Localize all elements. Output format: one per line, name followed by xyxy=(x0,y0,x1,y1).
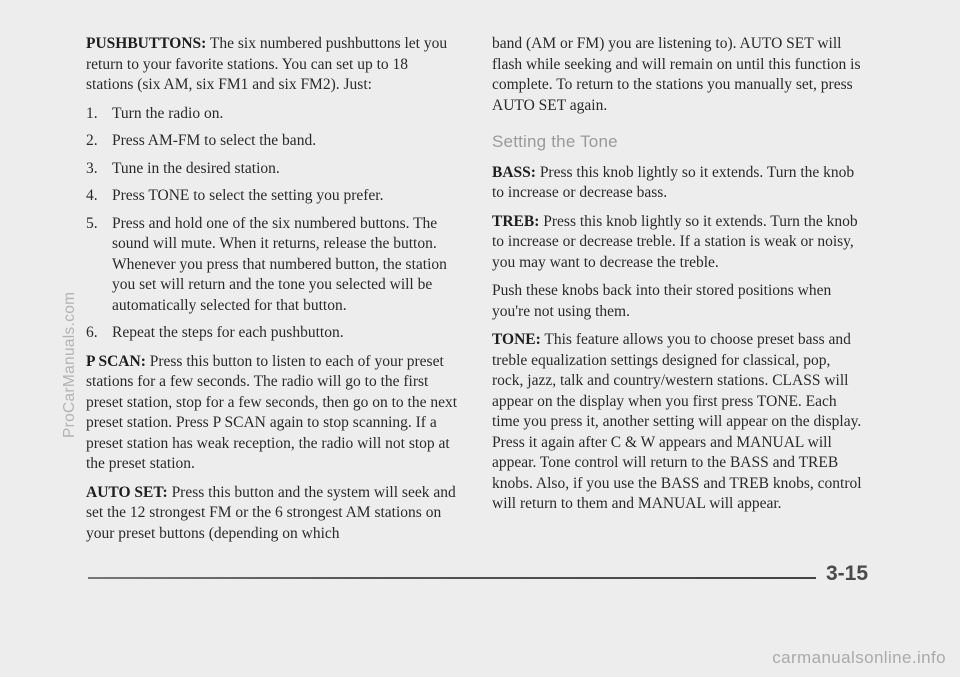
section-heading: Setting the Tone xyxy=(492,132,618,151)
right-column xyxy=(492,34,862,523)
step-number: 3. xyxy=(86,159,98,177)
tone-term: TONE: xyxy=(492,331,541,348)
pushbuttons-text: The six numbered pushbuttons let you return to your favorite stations. You can set up to 18 stations (six AM, six FM1 and six FM2). Just: xyxy=(86,35,448,93)
bass-paragraph xyxy=(492,163,862,204)
list-item xyxy=(86,159,458,180)
pscan-text: Press this button to listen to each of your preset stations for a few seconds. The radio will go to the first preset station, stop for a few seconds, then go on to the next preset station. Press P SCAN again to stop scanning. If a preset station has weak reception, the radio will not stop at the preset station. xyxy=(86,352,458,472)
treb-term: TREB: xyxy=(492,212,540,230)
step-number: 1. xyxy=(86,104,98,122)
list-item xyxy=(86,323,458,344)
autoset-continuation: band (AM or FM) you are listening to). AUTO SET will flash while seeking and will remain on until this function is complete. To return to the stations you manually set, press AUTO SET again. xyxy=(492,35,861,114)
step-text: Repeat the steps for each pushbutton. xyxy=(112,324,344,341)
step-text: Press and hold one of the six numbered buttons. The sound will mute. When it returns, release the button. Whenever you press that numbered button, the station you set will return and the tone you selected will be automatically selected for that button. xyxy=(112,214,447,314)
left-column xyxy=(86,34,458,552)
treb-paragraph xyxy=(492,212,862,274)
page-number: 3-15 xyxy=(826,562,869,585)
list-item xyxy=(86,131,458,152)
footer-rule xyxy=(88,577,816,579)
treb-text: Press this knob lightly so it extends. Turn the knob to increase or decrease treble. If a station is weak or noisy, you may want to decrease the treble. xyxy=(492,212,858,271)
step-text: Press AM-FM to select the band. xyxy=(112,132,317,149)
step-number: 4. xyxy=(86,187,98,204)
step-text: Press TONE to select the setting you prefer. xyxy=(112,187,384,204)
side-watermark: ProCarManuals.com xyxy=(61,291,78,438)
step-text: Tune in the desired station. xyxy=(112,159,280,177)
pushbuttons-paragraph xyxy=(86,34,458,96)
step-text: Turn the radio on. xyxy=(112,104,224,122)
pscan-paragraph xyxy=(86,352,458,475)
list-item xyxy=(86,214,458,317)
push-back-paragraph: Push these knobs back into their stored positions when you're not using them. xyxy=(492,282,832,320)
autoset-text: Press this button and the system will seek and set the 12 strongest FM or the 6 strongest AM stations on your preset buttons (depending on which xyxy=(86,483,456,542)
bass-term: BASS: xyxy=(492,163,536,181)
tone-paragraph xyxy=(492,330,862,515)
pscan-term: P SCAN: xyxy=(86,352,146,370)
step-number: 6. xyxy=(86,324,98,341)
step-number: 2. xyxy=(86,132,98,149)
step-number: 5. xyxy=(86,214,98,232)
autoset-paragraph xyxy=(86,483,458,545)
list-item xyxy=(86,186,458,207)
steps-list xyxy=(86,104,458,344)
autoset-term: AUTO SET: xyxy=(86,483,168,501)
tone-text: This feature allows you to choose preset bass and treble equalization settings designed for classical, pop, rock, jazz, talk and country/western stations. CLASS will appear on the display when you first press TONE. Each time you press it, another setting will appear on the display. Press it again after C & W appears and MANUAL will appear. Tone control will return to the BASS and TREB knobs. Also, if you use the BASS and TREB knobs, control will return to them and MANUAL will appear. xyxy=(492,331,862,512)
bottom-watermark: carmanualsonline.info xyxy=(772,648,946,667)
pushbuttons-term: PUSHBUTTONS: xyxy=(86,35,207,52)
list-item xyxy=(86,104,458,125)
bass-text: Press this knob lightly so it extends. Turn the knob to increase or decrease bass. xyxy=(492,163,855,201)
